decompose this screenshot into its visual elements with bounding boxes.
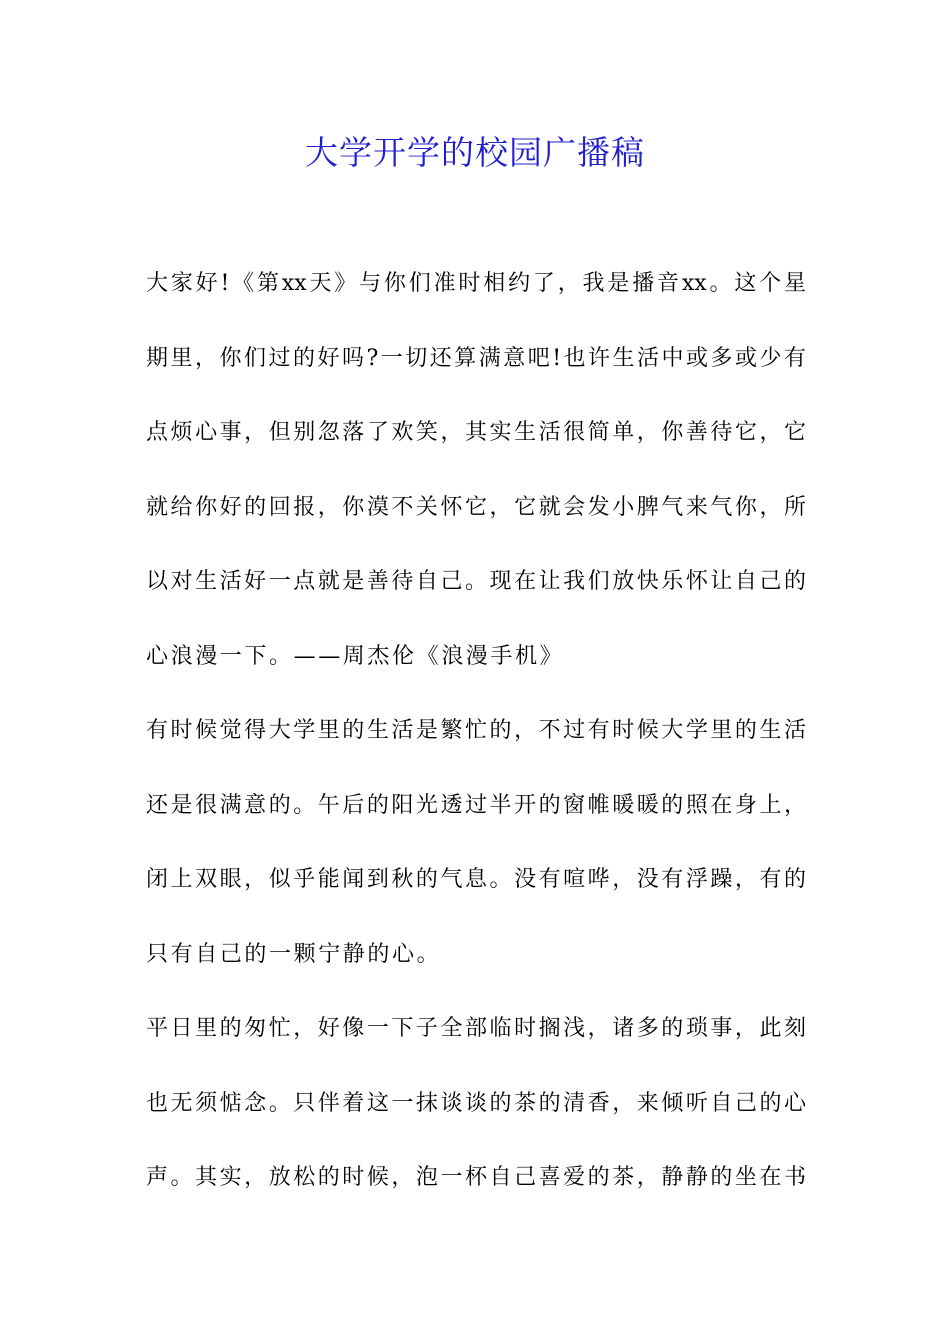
body-line: 就给你好的回报，你漠不关怀它，它就会发小脾气来气你，所 (146, 494, 806, 520)
body-line: 还是很满意的。午后的阳光透过半开的窗帷暖暖的照在身上， (146, 792, 806, 818)
body-line: 期里，你们过的好吗?一切还算满意吧!也许生活中或多或少有 (146, 345, 806, 371)
body-line: 点烦心事，但别忽落了欢笑，其实生活很简单，你善待它，它 (146, 420, 806, 445)
body-line: 有时候觉得大学里的生活是繁忙的，不过有时候大学里的生活 (146, 718, 806, 743)
body-line: 以对生活好一点就是善待自己。现在让我们放快乐怀让自己的 (146, 569, 806, 594)
document-body (146, 261, 806, 1230)
body-line: 心浪漫一下。——周杰伦《浪漫手机》 (146, 643, 565, 669)
body-line: 闭上双眼，似乎能闻到秋的气息。没有喧哗，没有浮躁，有的 (146, 867, 806, 892)
document-title: 大学开学的校园广播稿 (305, 133, 645, 172)
body-line: 声。其实，放松的时候，泡一杯自己喜爱的茶，静静的坐在书 (146, 1165, 806, 1190)
body-line: 只有自己的一颗宁静的心。 (146, 941, 442, 967)
body-line: 大家好!《第xx天》与你们准时相约了，我是播音xx。这个星 (146, 271, 806, 296)
body-line: 平日里的匆忙，好像一下子全部临时搁浅，诸多的琐事，此刻 (146, 1016, 806, 1041)
body-line: 也无须惦念。只伴着这一抹谈谈的茶的清香，来倾听自己的心 (146, 1090, 806, 1116)
